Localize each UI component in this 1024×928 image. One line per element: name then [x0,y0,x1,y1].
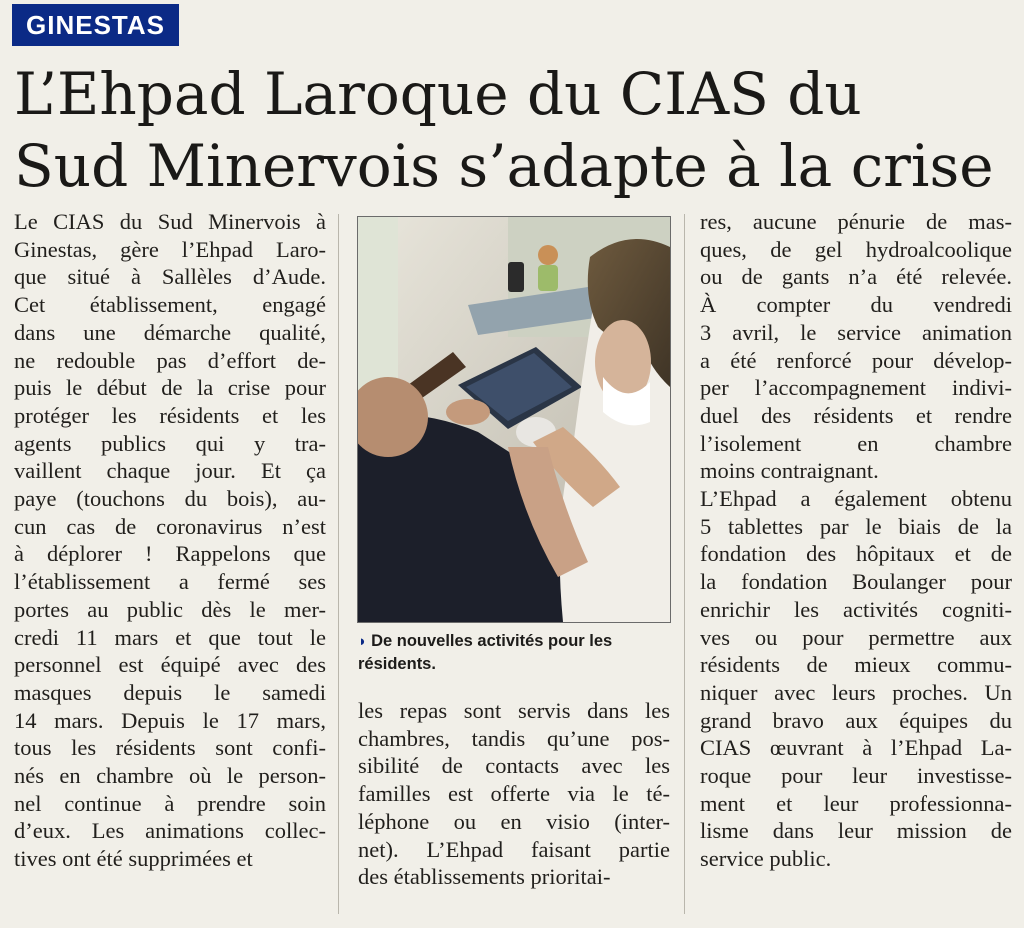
text-line: vaillent chaque jour. Et ça [14,458,326,484]
headline-line-2: Sud Minervois s’adapte à la crise [14,132,994,200]
photo-caption [358,630,670,675]
text-line: nel continue à prendre soin [14,790,326,816]
text-line: L’Ehpad a également obtenu [700,486,1012,512]
text-line: cun cas de coronavirus n’est [14,513,326,539]
text-line: lisme dans leur mission de [700,818,1012,844]
text-line: ment et leur professionna- [700,790,1012,816]
text-line: d’eux. Les animations collec- [14,818,326,844]
text-line: fondation des hôpitaux et de [700,541,1012,567]
text-line: paye (touchons du bois), au- [14,486,326,512]
text-line: des établissements prioritai- [358,864,611,890]
text-line: À compter du vendredi [700,292,1012,318]
text-line: masques depuis le samedi [14,679,326,705]
column-divider [684,214,685,914]
text-line: l’isolement en chambre [700,430,1012,456]
article-column-1 [14,208,326,873]
text-line: portes au public dès le mer- [14,596,326,622]
text-line: personnel est équipé avec des [14,652,326,678]
text-line: l’établissement a fermé ses [14,569,326,595]
text-line: Le CIAS du Sud Minervois à [14,209,326,234]
text-line: ques, de gel hydroalcoolique [700,236,1012,262]
text-line: sibilité de contacts avec les [358,753,670,779]
text-line: à déplorer ! Rappelons que [14,541,326,567]
text-line: duel des résidents et rendre [700,402,1012,428]
article-column-3 [700,208,1012,873]
text-line: a été renforcé pour dévelop- [700,347,1012,373]
text-line: service public. [700,846,832,872]
text-line: niquer avec leurs proches. Un [700,679,1012,705]
text-line: roque pour leur investisse- [700,763,1012,789]
text-line: res, aucune pénurie de mas- [700,209,1012,234]
text-line: la fondation Boulanger pour [700,569,1012,595]
caption-bullet-icon: ◗ [358,633,368,650]
text-line: puis le début de la crise pour [14,375,326,401]
article-column-2 [358,697,670,891]
article-headline [14,58,1014,202]
text-line: 5 tablettes par le biais de la [700,513,1012,539]
text-line: ves ou pour permettre aux [700,624,1012,650]
text-line: CIAS œuvrant à l’Ehpad La- [700,735,1012,761]
text-line: les repas sont servis dans les [358,698,670,723]
text-line: nés en chambre où le person- [14,763,326,789]
text-line: tives ont été supprimées et [14,846,253,872]
section-label: GINESTAS [12,4,179,46]
caption-text: De nouvelles activités pour les résidents. [358,632,613,673]
text-line: ou de gants n’a été relevée. [700,264,1012,290]
text-line: 3 avril, le service animation [700,319,1012,345]
text-line: familles est offerte via le té- [358,781,670,807]
text-line: Cet établissement, engagé [14,292,326,318]
text-line: moins contraignant. [700,458,879,484]
article-photo [357,216,671,623]
text-line: 14 mars. Depuis le 17 mars, [14,707,326,733]
text-line: net). L’Ehpad faisant partie [358,836,670,862]
text-line: per l’accompagnement indivi- [700,375,1012,401]
text-line: chambres, tandis qu’une pos- [358,725,670,751]
text-line: enrichir les activités cogniti- [700,596,1012,622]
text-line: dans une démarche qualité, [14,319,326,345]
text-line: agents publics qui y tra- [14,430,326,456]
column-divider [338,214,339,914]
photo-illustration [358,217,670,622]
text-line: que situé à Sallèles d’Aude. [14,264,326,290]
text-line: tous les résidents sont confi- [14,735,326,761]
text-line: credi 11 mars et que tout le [14,624,326,650]
text-line: protéger les résidents et les [14,402,326,428]
text-line: grand bravo aux équipes du [700,707,1012,733]
text-line: léphone ou en visio (inter- [358,808,670,834]
text-line: ne redouble pas d’effort de- [14,347,326,373]
text-line: résidents de mieux commu- [700,652,1012,678]
headline-line-1: L’Ehpad Laroque du CIAS du [14,60,862,128]
text-line: Ginestas, gère l’Ehpad Laro- [14,236,326,262]
